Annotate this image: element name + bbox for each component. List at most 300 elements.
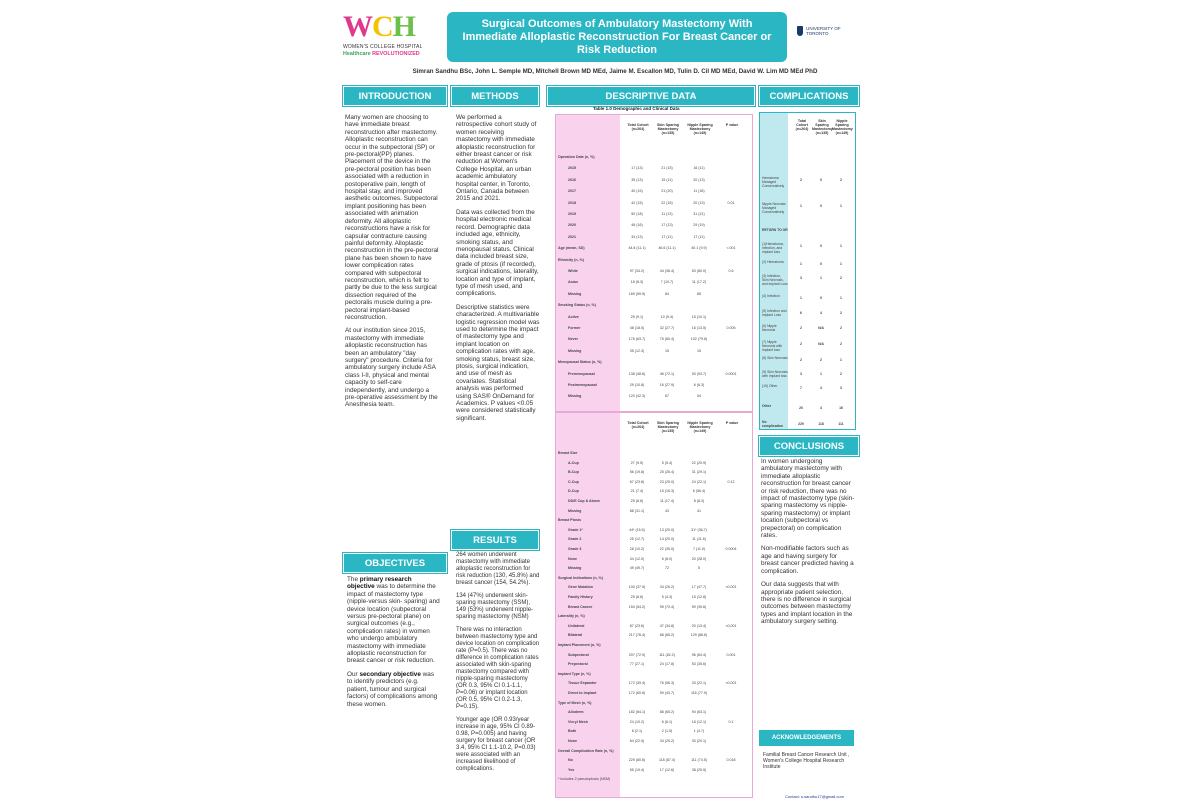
complications-row [760,355,855,365]
table-cell: <0.001 [725,623,737,628]
heading-conclusions: CONCLUSIONS [759,436,859,456]
complications-cell: 2 [840,342,842,346]
table-header-cell: Nipple Sparing Mastectomy (n=149) [687,421,713,433]
table-row [556,670,752,678]
table-cell: 8 (8.3) [693,499,705,503]
complications-cell: 4 [820,406,822,410]
table-row-label: 2019 [568,212,576,216]
table-row [556,497,752,505]
table-cell: 34 (26.2) [659,585,675,590]
complications-cell: 1 [840,358,842,362]
table-row [556,737,752,745]
table-cell: 100 (37.5) [628,585,646,590]
table-row [556,290,752,298]
table-row-label: Breast Size [558,451,578,455]
complications-cell: 20 [799,406,803,410]
table-row [556,641,752,649]
table-demographic [555,114,753,412]
table-cell: 16 (11) [693,166,705,171]
table-cell: 17 (13) [661,223,673,228]
table-row-label: 2015 [568,166,576,171]
complications-cell: 2 [820,358,822,362]
table-cell: 118 (87.4) [658,758,676,763]
heading-results: RESULTS [451,530,539,550]
table-cell: 176 (63.7) [628,337,646,342]
table-row [556,313,752,321]
complications-row [760,369,855,379]
table-cell: 24 (10.2) [629,719,645,724]
table-cell: 22 (20.9) [691,460,707,465]
table-row-label: Tissue Expander [568,681,597,686]
complications-row-label: (9) Skin Necrosis with implant loss [762,370,788,378]
table-row-label: None [568,556,577,561]
table-cell: 111 (82.2) [659,652,675,657]
table-cell: 72 [665,566,669,571]
table-row-label: 2017 [568,189,576,194]
table-row-label: Yes [568,767,575,772]
table-row [556,324,752,332]
table-cell: 40 (15) [631,189,643,194]
table-cell: 217 (76.4) [628,633,646,638]
table-row [556,487,752,495]
table-cell: 1 (4.7) [693,729,705,734]
table-row [556,516,752,524]
complications-cell: 0 [820,262,822,266]
table-cell: 0.0001 [725,371,737,376]
table-cell: 6 (6.3) [693,383,705,387]
acknowledgements-text: Familial Breast Cancer Research Unit , Women's College Hospital Research Institute [763,752,850,770]
table-cell: 25 (12.7) [629,537,645,542]
table-row-label: Family History [568,595,593,599]
table-cell: 120 (42.3) [628,394,646,399]
table-row [556,335,752,343]
table-row-label: Premenopausal [568,371,595,376]
table-row-label: Subpectoral [568,652,589,657]
table-cell: 17 (47.7) [691,585,707,590]
table-cell: 0.12 [727,479,735,484]
table-row-label: Overall Complication Rate (n, %) [558,748,614,753]
complications-row-label: (7) Nipple Necrosis with implant loss [762,340,783,352]
table-row-label: Gene Mutation [568,585,593,590]
table-cell: 11 (17.4) [659,499,675,503]
table-cell: 129 (86.6) [690,633,708,638]
table-row-label: Type of Mesh (n, %) [558,700,592,705]
table-row [556,526,752,534]
complications-label-column [760,113,788,429]
table-row-label: Alloderm [568,710,584,715]
table-cell: 43 [665,508,669,513]
table-row [556,766,752,774]
table-cell: 16 (27.9) [659,383,675,387]
table-row [556,221,752,229]
complications-row [760,241,855,254]
table-cell: 172 (39.4) [628,681,646,686]
methods-text [456,114,540,428]
table-cell: 229 (80.6) [628,758,646,763]
table-cell: 34 (12.0) [629,556,645,561]
table-row [556,164,752,172]
table-row [556,347,752,355]
complications-row-label: (2) Hematoma [762,260,784,264]
table-cell: 53 (35.6) [691,662,707,667]
table-cell: 6 (6.1) [661,719,673,724]
table-cell: 56 (19.8) [629,470,645,475]
table-row [556,459,752,467]
table-cell: 59 (43.7) [659,691,675,695]
table-row-label: 2018 [568,200,576,205]
table-row [556,612,752,620]
table-row-label: Breast Ptosis [558,518,581,523]
complications-row-label: (10) Other [762,384,778,388]
complications-row-label: RETURN TO OR [762,228,788,232]
uoft-text: UNIVERSITY OF TORONTO [806,26,841,36]
table-row-label: D-Cup [568,489,579,494]
table-row [556,747,752,755]
table-row [556,651,752,659]
complications-row-label: (4) Infection [762,294,780,298]
table-cell: 24 (17.8) [659,662,675,667]
table-cell: 34 (13) [631,234,643,239]
table-row-label: Smoking Status (n, %) [558,303,596,308]
table-row [556,199,752,207]
table-cell: 207 (72.9) [628,652,646,657]
table-cell: 88 (31.1) [629,508,645,513]
table-row-label: 2021 [568,234,576,239]
complications-header-cell: Skin Sparing Mastectomy (n=135) [812,119,833,135]
table-cell: 20 (28.0) [691,556,707,561]
table-cell: 28 (10.2) [629,547,645,551]
table-cell: 0.018 [726,758,736,763]
table-cell: 40.1 (9.9) [691,246,707,251]
complications-cell: 3 [800,276,802,280]
table-cell: 55 (19.4) [629,767,645,772]
conclusion-para-3: Our data suggests that with appropriate patient selection, there is no difference in surgical outcomes between mastectomy types and implant location in the ambulatory surgery setting. [761,581,853,626]
table-cell: 49 (49.7) [629,566,645,571]
complications-cell: 2 [840,276,842,280]
complications-row [760,273,855,286]
table-header-cell: Nipple Sparing Mastectomy (n=149) [687,123,713,135]
table-row-label: Unilateral [568,623,585,628]
heading-introduction: INTRODUCTION [343,86,447,106]
table-cell: 17 (12.6) [659,767,675,772]
complications-cell: 1 [840,204,842,208]
complications-header-cell: Total Cohort (n=264) [795,119,809,131]
table-cell: 6 (8.0) [661,556,673,561]
introduction-text [345,114,441,415]
complications-row-label: Hematoma Managed Conservatively [762,176,785,188]
results-para-2: 134 (47%) underwent skin-sparing mastectomy (SSM), 149 (53%) underwent nipple-sparing mastectomy (NSM) [456,593,534,620]
table-row [556,233,752,241]
table-cell: 21 (15) [661,166,673,171]
uoft-logo [797,26,857,36]
table-row [556,679,752,687]
table-cell: 2 (1.5) [661,729,673,734]
table-cell: 5 (4.3) [661,595,673,599]
table-row-label: Missing [568,348,582,353]
table-row [556,449,752,457]
table-cell: 6 (56.4) [692,489,706,494]
table-cell: 7 (11.0) [692,547,706,551]
complications-cell: 16 [839,406,843,410]
objective-primary: The primary research objective was to determine the impact of mastectomy type (nipple-versus skin- sparing) and device location (subpectoral versus pre-pectoral plane) on surgical outcomes (e.g., complication rates) in women who undergo ambulatory mastectomy with immediate alloplastic reconstruction for breast cancer or risk reduction. [347,576,440,665]
table-cell: 7 (10.7) [660,280,674,285]
table-cell: 154 (54.2) [628,604,646,609]
uoft-crest-icon [797,26,803,36]
table-row [556,574,752,582]
table-row-label: Breast Cancer [568,604,593,609]
poster-title: Surgical Outcomes of Ambulatory Mastectomy With Immediate Alloplastic Reconstruction For Breast Cancer or Risk Reduction [447,12,787,62]
complications-cell: 3 [800,372,802,376]
table-cell: 20 (13) [693,177,705,182]
table-row [556,381,752,389]
poster [335,0,865,800]
table-row-label: Grade 1* [568,527,583,532]
table-cell: 111 (74.5) [691,758,707,763]
table-row-label: None [568,739,577,743]
table-row-label: Missing [568,394,582,399]
table-row-label: Postmenopausal [568,383,597,387]
table-row-label: Bilateral [568,633,583,638]
table-row [556,708,752,716]
table-cell: 15 (11) [661,177,673,182]
table-cell: 97 (34.2) [629,269,645,273]
heading-complications: COMPLICATIONS [759,86,859,106]
table-row [556,358,752,366]
table-row [556,622,752,630]
table-cell: 76 (56.3) [659,681,675,686]
table-row-label: Missing [568,508,582,513]
table-cell: 35 (13) [631,177,643,182]
complications-cell: 4 [820,386,822,390]
heading-descriptive: DESCRIPTIVE DATA [547,86,755,106]
table-cell: 17 (11) [661,234,673,239]
table-cell: 38 (25.5) [691,767,707,772]
table-row [556,244,752,252]
table-cell: 172 (60.6) [628,691,646,695]
wch-logo [343,12,438,72]
table-row-label: Implant Type (n, %) [558,671,591,676]
table-row [556,583,752,591]
table-row-label: DD/E Cup & Above [568,499,601,503]
table-cell: 102 (79.8) [690,337,708,342]
table-cell: 0.005 [726,326,736,330]
table-cell: 5 (5.4) [661,460,673,465]
table-row-label: 2016 [568,177,576,182]
table-header-cell: P value [725,421,739,425]
table-cell: 6 (2.1) [631,729,643,734]
complications-cell: 1 [820,372,822,376]
table-row [556,301,752,309]
table-cell: 84 [665,291,669,296]
complications-cell: 0 [820,244,822,248]
table-cell: 21 (20) [661,189,673,194]
table-cell: 18 (12.1) [691,719,707,724]
table-row-label: Surgical Indications (n, %) [558,575,603,580]
complications-row-label: Nipple Necrosis Managed Conservatively [762,202,786,214]
table-cell: 41 [697,508,701,513]
complications-cell: 229 [798,422,804,426]
table-row-label: Operation Date (n, %) [558,155,595,159]
table-row-label: Asian [568,280,578,285]
table-row [556,603,752,611]
objectives-text [347,576,441,714]
complications-row [760,339,855,352]
table-cell: 21 (7.4) [630,489,644,494]
table-row-label: C-Cup [568,479,579,484]
complications-cell: 1 [840,244,842,248]
complications-row [760,403,855,413]
complications-row-label: (5) Infection and implant Loss [762,309,787,317]
table-row [556,267,752,275]
table-row-label: 2020 [568,223,576,228]
table-row-label: Missing [568,291,582,296]
table-cell: 29 (19) [693,223,705,228]
table-row-label: Grade 2 [568,537,582,542]
table-row-label: Laterality (n, %) [558,614,585,619]
table-cell: 0.01 [727,200,735,205]
complications-row [760,175,855,188]
table-cell: 46 (16) [631,223,643,228]
complications-cell: 2 [840,372,842,376]
table-cell: 17 (11) [693,234,705,239]
conclusions-text [761,458,855,632]
table-row-label: No [568,758,573,763]
table-cell: 15 [665,348,669,353]
table-row-label: Prepectoral [568,662,588,667]
table-cell: 24 (22.1) [691,479,707,484]
complications-row [760,323,855,333]
complications-cell: 1 [820,276,822,280]
complications-cell: 3 [840,386,842,390]
table-cell: 50 (18) [631,212,643,216]
complications-cell: 4 [820,311,822,315]
table-cell: 87 (23.6) [629,623,645,628]
table-cell: 18 (6.3) [630,280,644,285]
table-cell: <0.001 [725,681,737,686]
complications-row [760,308,855,318]
table-header-cell: Total Cohort (n=264) [627,421,649,429]
complications-cell: 2 [800,178,802,182]
complications-header-cell: Nipple Sparing Mastectomy (n=149) [832,119,853,135]
table1-caption: Table 1.0 Demographic and Clinical Data [593,106,680,111]
complications-cell: 6 [800,311,802,315]
intro-para-2: At our institution since 2015, mastectomy with immediate alloplastic reconstruction has been an ambulatory "day surgery" procedure. Criteria for ambulatory surgery include ASA class I-II, physical and mental capacity to self-care independently, and undergo a pre-operative assessment by the Anesthesia team. [345,327,438,409]
table-row [556,718,752,726]
table-cell: 67 (23.8) [629,479,645,484]
table-row [556,555,752,563]
table-row-label: Direct to Implant [568,691,597,695]
contact-email[interactable]: Contact: s.sandhu17@gmail.com [785,794,844,799]
table-cell: 169 (59.5) [628,291,646,296]
complications-cell: 2 [800,358,802,362]
complications-cell: 111 [838,422,844,426]
table-cell: 5 [698,566,700,571]
complications-row-label: (8) Skin Necrosis [762,356,788,360]
complications-table [759,112,856,430]
methods-para-2: Data was collected from the hospital electronic medical record. Demographic data included age, ethnicity, smoking status, and menopausal status. Clinical data included breast size, grade of ptosis (if recorded), surgical indications, laterality, location and type of implant, type of mesh used, and complications. [456,208,539,298]
table-row [556,256,752,264]
table-row-label: Vicryl Mesh [568,719,588,724]
intro-para-1: Many women are choosing to have immediate breast reconstruction after mastectomy. Alloplastic reconstruction can occur in the subpectoral (SP) or pre-pectoral(PP) planes. Placement of the device in the pre-pectoral position has been associated with a reduction in postoperative pain, length of hospital stay, and improved aesthetic outcomes. Subpectoral implant positioning has been associated with animation deformity. All alloplastic reconstructions have a risk for capsular contracture causing painful deformity. Alloplastic reconstruction in the pre-pectoral plane has been shown to have lower complication rates compared with subpectoral reconstruction, which is felt to partly be due to the less surgical dissection required of the pectoralis muscle during a pre-pectoral implant-based reconstruction. [345,114,439,321]
complications-cell: 1 [800,244,802,248]
complications-row [760,383,855,393]
table-cell: 93 (93.7) [691,371,707,376]
complications-cell: 0 [820,178,822,182]
table-cell: <0.001 [725,585,737,590]
table-cell: 67 [665,394,669,399]
complications-cell: 1 [840,296,842,300]
table-cell: 85 [697,291,701,296]
complications-row-label: (3) Infection, Skin Necrosis, and implant Loss [762,274,788,286]
table-row [556,507,752,515]
table-cell: 14 (20.0) [659,537,675,542]
table-cell: 34 (25.2) [659,739,675,743]
logo-subtitle: WOMEN'S COLLEGE HOSPITAL [343,44,423,50]
complications-cell: N/A [818,326,824,330]
complications-cell: 0 [820,296,822,300]
complications-cell: 2 [840,326,842,330]
table-row-label: Implant Placement (n, %) [558,643,601,647]
table-cell: 182 (64.1) [628,710,646,715]
table-row-label: Former [568,326,581,330]
table-row [556,187,752,195]
table-cell: 27 (9.5) [630,460,644,465]
complications-row-label: (6) Nipple Necrosis [762,324,777,332]
complications-row-label: Other [762,404,772,408]
results-para-1: 264 women underwent mastectomy with immediate alloplastic reconstruction for risk reduction (130, 45.8%) and breast cancer (154, 54.2%). [456,552,540,586]
wch-logo-mark: WCH [343,10,416,43]
table-cell: 25 (8.8) [630,499,644,503]
complications-row-label: No complication [762,420,783,428]
objective-secondary: Our secondary objective was to identify predictors (e.g. patient, tumour and surgical factors) of complications among these women. [347,670,438,708]
table-header-cell: Skin Sparing Mastectomy (n=135) [657,123,679,135]
table-row [556,756,752,764]
table-cell: 44 (36.4) [659,269,675,273]
table-cell: 13 (20.0) [659,527,675,532]
table-row [556,631,752,639]
table-row [556,699,752,707]
heading-objectives: OBJECTIVES [343,553,447,573]
table-cell: 46 (72.1) [659,371,675,376]
table-row-label: Both [568,729,577,734]
authors: Simran Sandhu BSc, John L. Semple MD, Mitchell Brown MD MEd, Jaime M. Escallon MD, Tulin D. Cil MD MEd, David W. Lim MD MEd PhD [412,68,818,75]
table-cell: <.001 [726,246,736,251]
table-row [556,545,752,553]
table-cell: 15 (16.3) [659,489,675,494]
table-cell: 59 (39.6) [691,604,707,609]
table-cell: 22 (35.0) [659,547,675,551]
complications-cell: 1 [840,262,842,266]
table-cell: 15 [697,348,701,353]
complications-cell: 2 [840,178,842,182]
table-clinical [555,412,753,798]
table-cell: 31 (29.1) [691,470,707,475]
table-cell: 116 (77.9) [690,691,708,695]
conclusion-para-1: In women undergoing ambulatory mastectomy with immediate alloplastic reconstruction for breast cancer or risk reduction, there was no impact of mastectomy type (skin-sparing mastectomy vs nipple-sparing mastectomy) or implant location (subpectoral vs prepectoral) on complication rates. [761,458,855,540]
table-row [556,564,752,572]
table-cell: 88 (65.2) [659,710,675,715]
complications-cell: 1 [800,262,802,266]
table-row [556,468,752,476]
table-row [556,727,752,735]
table-cell: 77 (27.1) [629,662,645,667]
table-cell: 96 (64.4) [691,652,707,657]
methods-para-1: We performed a retrospective cohort study of women receiving mastectomy with immediate alloplastic reconstruction for either breast cancer or risk reduction at Women's College Hospital, an urban academic ambulatory hospital center, in Toronto, Ontario, Canada between 2015 and 2021. [456,114,537,203]
table-cell: 17 (13) [631,166,643,171]
table-row [556,478,752,486]
complications-row [760,259,855,269]
results-para-4: Younger age (OR 0.93/year increase in age, 95% CI 0.89-0.98, P=0.005) and having surgery for breast cancer (OR 3.4, 95% CI 1.1-10.2, P=0.03) were associated with an increased likelihood of complications. [456,717,536,772]
